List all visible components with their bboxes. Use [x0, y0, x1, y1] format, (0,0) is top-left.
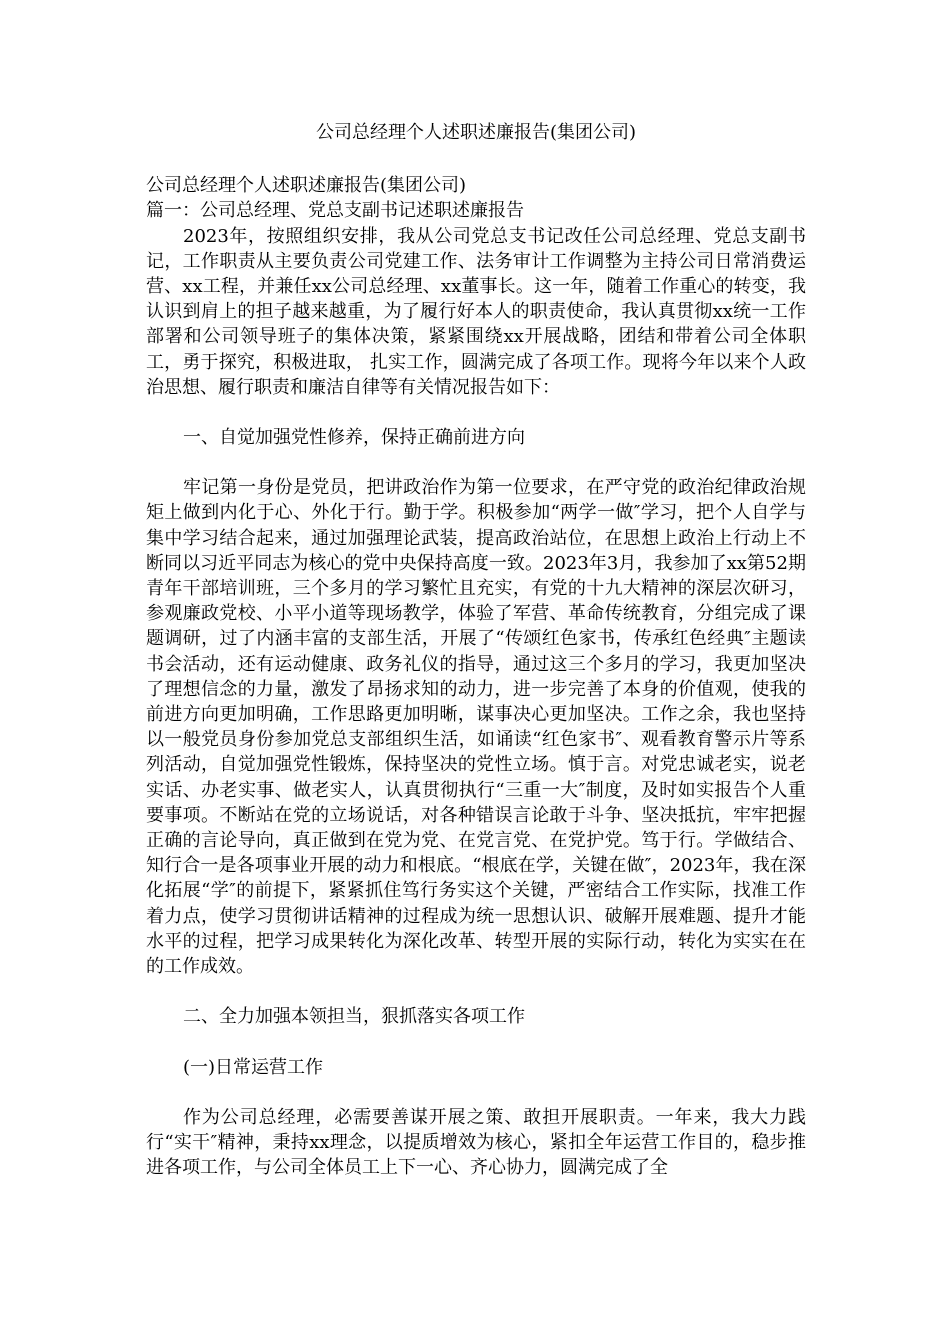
subsection-1-heading: (一)日常运营工作 — [183, 1056, 324, 1078]
section-2-heading: 二、全力加强本领担当，狠抓落实各项工作 — [183, 1006, 525, 1028]
subsection-1-paragraph: 作为公司总经理，必需要善谋开展之策、敢担开展职责。一年来，我大力践行“实干″精神，秉持xx理念，以提质增效为核心，紧扣全年运营工作目的，稳步推进各项工作，与公司全体员工上下一心、齐心协力，圆满完成了全 — [146, 1106, 806, 1179]
section-1-paragraph: 牢记第一身份是党员，把讲政治作为第一位要求，在严守党的政治纪律政治规矩上做到内化于心、外化于行。勤于学。积极参加“两学一做″学习，把个人自学与集中学习结合起来，通过加强理论武装，提高政治站位，在思想上政治上行动上不断同以习近平同志为核心的党中央保持高度一致。2023年3月，我参加了xx第52期青年干部培训班，三个多月的学习繁忙且充实，有党的十九大精神的深层次研习，参观廉政党校、小平小道等现场教学，体验了军营、革命传统教育，分组完成了课题调研，过了内涵丰富的支部生活，开展了“传颂红色家书，传承红色经典″主题读书会活动，还有运动健康、政务礼仪的指导，通过这三个多月的学习，我更加坚决了理想信念的力量，激发了昂扬求知的动力，进一步完善了本身的价值观，使我的前进方向更加明确，工作思路更加明晰，谋事决心更加坚决。工作之余，我也坚持以一般党员身份参加党总支部组织生活，如诵读“红色家书″、观看教育警示片等系列活动，自觉加强党性锻炼，保持坚决的党性立场。慎于言。对党忠诚老实，说老实话、办老实事、做老实人，认真贯彻执行“三重一大″制度，及时如实报告个人重要事项。不断站在党的立场说话，对各种错误言论敢于斗争、坚决抵抗，牢牢把握正确的言论导向，真正做到在党为党、在党言党、在党护党。笃于行。学做结合、知行合一是各项事业开展的动力和根底。“根底在学，关键在做″，2023年，我在深化拓展“学″的前提下，紧紧抓住笃行务实这个关键，严密结合工作实际，找准工作着力点，使学习贯彻讲话精神的过程成为统一思想认识、破解开展难题、提升才能水平的过程，把学习成果转化为深化改革、转型开展的实际行动，转化为实实在在的工作成效。 — [146, 477, 806, 978]
document-subtitle: 公司总经理个人述职述廉报告(集团公司) — [146, 175, 467, 197]
chapter-heading: 篇一：公司总经理、党总支副书记述职述廉报告 — [146, 200, 524, 222]
intro-paragraph: 2023年，按照组织安排，我从公司党总支书记改任公司总经理、党总支副书记，工作职责从主要负责公司党建工作、法务审计工作调整为主持公司日常消费运营、xx工程，并兼任xx公司总经理、xx董事长。这一年，随着工作重心的转变，我认识到肩上的担子越来越重，为了履行好本人的职责使命，我认真贯彻xx统一工作部署和公司领导班子的集体决策，紧紧围绕xx开展战略，团结和带着公司全体职工，勇于探究，积极进取， 扎实工作，圆满完成了各项工作。现将今年以来个人政治思想、履行职责和廉洁自律等有关情况报告如下： — [146, 225, 806, 398]
document-page — [146, 120, 806, 1180]
document-title: 公司总经理个人述职述廉报告(集团公司) — [315, 122, 637, 143]
section-1-heading: 一、自觉加强党性修养，保持正确前进方向 — [183, 427, 525, 449]
